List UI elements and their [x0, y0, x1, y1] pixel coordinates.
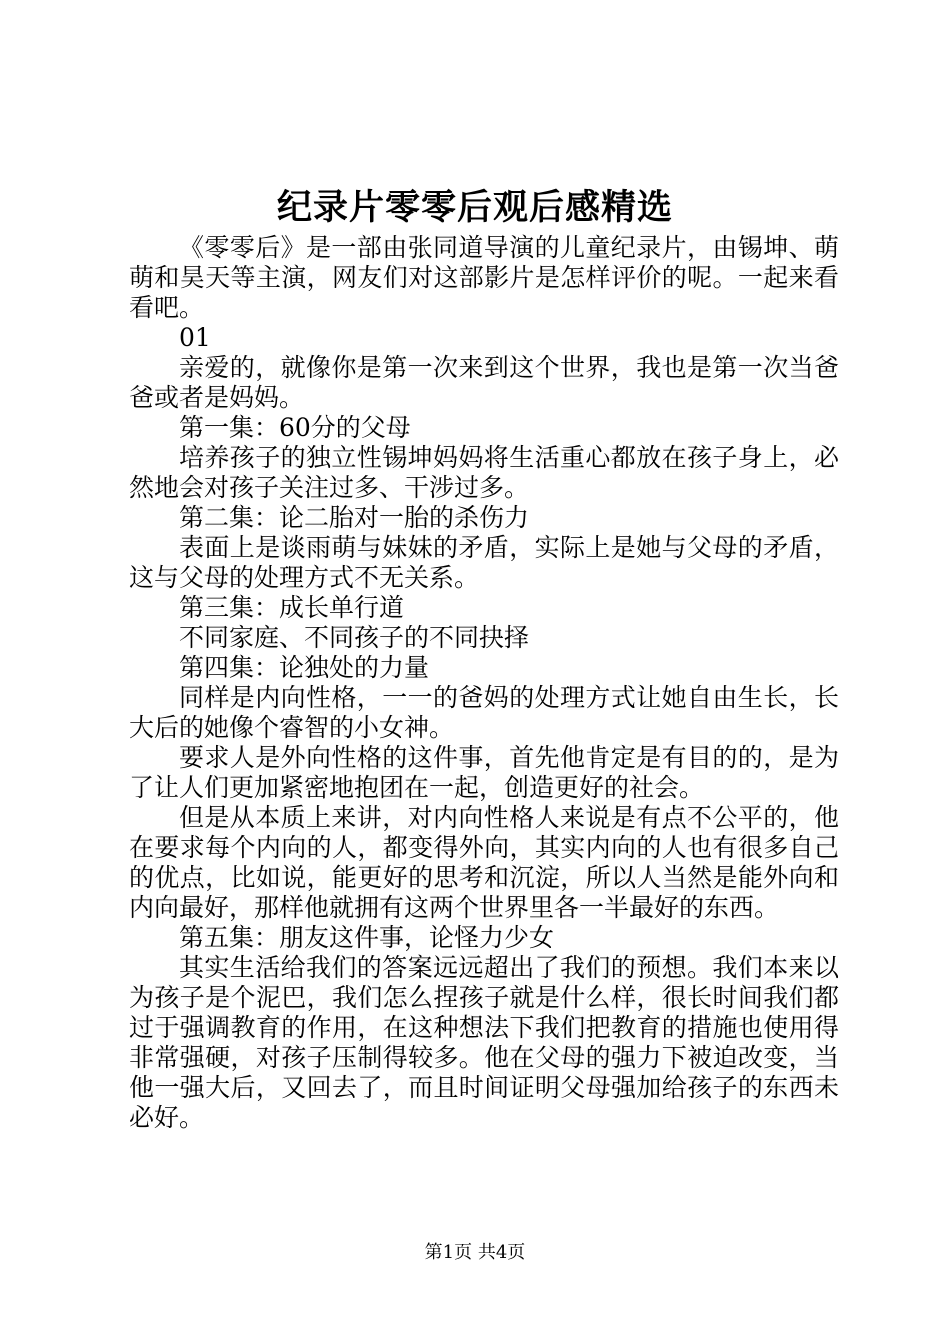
- document-title: 纪录片零零后观后感精选: [276, 187, 673, 228]
- paragraph: 不同家庭、不同孩子的不同抉择: [179, 623, 530, 652]
- episode-heading-5: 第五集：朋友这件事，论怪力少女: [179, 923, 555, 952]
- episode-heading-3: 第三集：成长单行道: [179, 593, 405, 622]
- paragraph: 亲爱的，就像你是第一次来到这个世界，我也是第一次当爸爸或者是妈妈。: [129, 353, 839, 412]
- paragraph-intro: 《零零后》是一部由张同道导演的儿童纪录片，由锡坤、萌萌和昊天等主演，网友们对这部影片是怎样评价的呢。一起来看看吧。: [129, 233, 839, 322]
- paragraph: 但是从本质上来讲，对内向性格人来说是有点不公平的，他在要求每个内向的人，都变得外向，其实内向的人也有很多自己的优点，比如说，能更好的思考和沉淀，所以人当然是能外向和内向最好，那样他就拥有这两个世界里各一半最好的东西。: [129, 803, 839, 922]
- paragraph: 要求人是外向性格的这件事，首先他肯定是有目的的，是为了让人们更加紧密地抱团在一起，创造更好的社会。: [129, 743, 839, 802]
- episode-heading-1: 第一集：60分的父母: [179, 413, 411, 442]
- paragraph: 同样是内向性格，一一的爸妈的处理方式让她自由生长，长大后的她像个睿智的小女神。: [129, 683, 839, 742]
- paragraph: 表面上是谈雨萌与妹妹的矛盾，实际上是她与父母的矛盾，这与父母的处理方式不无关系。: [129, 533, 839, 592]
- episode-heading-4: 第四集：论独处的力量: [179, 653, 430, 682]
- document-body: [129, 233, 839, 1133]
- paragraph: 其实生活给我们的答案远远超出了我们的预想。我们本来以为孩子是个泥巴，我们怎么捏孩子就是什么样，很长时间我们都过于强调教育的作用，在这种想法下我们把教育的措施也使用得非常强硬，对孩子压制得较多。他在父母的强力下被迫改变，当他一强大后，又回去了，而且时间证明父母强加给孩子的东西未必好。: [129, 953, 839, 1132]
- paragraph: 培养孩子的独立性锡坤妈妈将生活重心都放在孩子身上，必然地会对孩子关注过多、干涉过多。: [129, 443, 839, 502]
- page-footer: 第1页 共4页: [424, 1242, 526, 1263]
- episode-heading-2: 第二集：论二胎对一胎的杀伤力: [179, 503, 530, 532]
- paragraph-section-number: 01: [179, 323, 211, 352]
